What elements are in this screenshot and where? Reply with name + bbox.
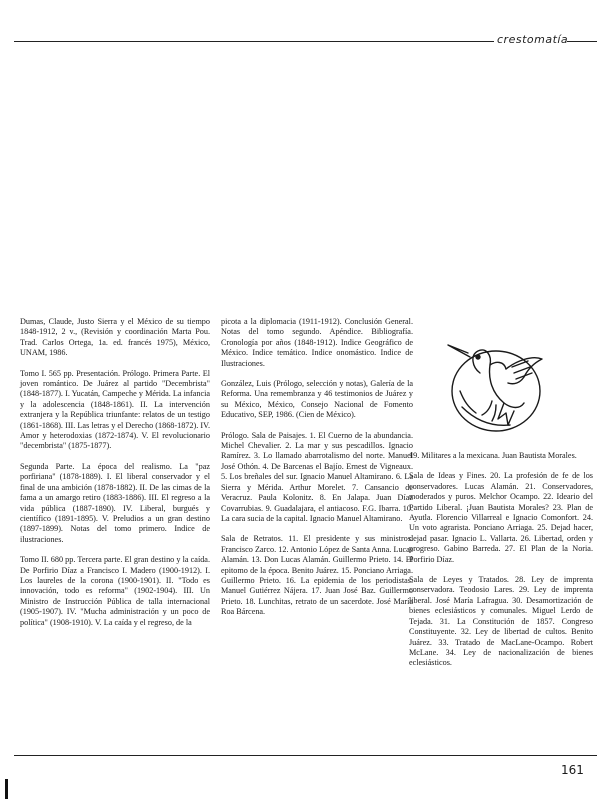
top-rule-right [567, 41, 597, 42]
contents-sala-retratos: Sala de Retratos. 11. El presidente y sus ministros. Francisco Zarco. 12. Antonio López de Santa Anna. Lucas Alamán. 13. Don Lucas Alamán. Guillermo Prieto. 14. El epitomo de la época. Benito Juárez. 15. Ponciano Arriaga. Guillermo Prieto. 16. La epidemia de los periodistas. Manuel Gutiérrez Nájera. 17. Juan José Baz. Guillermo Prieto. 18. Lunchitas, retrato de un sacerdote. José María Roa Bárcena. [221, 534, 413, 617]
column-right [409, 317, 593, 679]
contents-tomo-2: Tomo II. 680 pp. Tercera parte. El gran destino y la caída. De Porfirio Díaz a Francisco I. Madero (1900-1912). I. Los laureles de la corona (1900-1901). II. "Todo es innovación, todo es reforma" (1902-1904). III. Un Ministro de Instrucción Pública de talla internacional (1905-1907). IV. "Mucha administración y un poco de política" (1908-1910). V. La caída y el regreso, de la [20, 555, 210, 627]
top-rule [14, 41, 494, 42]
section-header: crestomatía [497, 33, 569, 46]
bibliography-entry-gonzalez: González, Luis (Prólogo, selección y notas), Galería de la Reforma. Una remembranza y 46 testimonios de Juárez y su México, México, Consejo Nacional de Fomento Educativo, SEP, 1986. (Cien de México). [221, 379, 413, 420]
contents-sala-ideas: Sala de Ideas y Fines. 20. La profesión de fe de los conservadores. Lucas Alamán. 21. Conservadores, moderados y puros. Melchor Ocampo. 22. Ideario del Partido Liberal. ¡Juan Bautista Morales? 23. Plan de Ayutla. Florencio Villarreal e Ignacio Comonfort. 24. Un voto agrarista. Ponciano Arriaga. 25. Dejad hacer, dejad pasar. Ignacio L. Vallarta. 26. Libertad, orden y progreso. Gabino Barreda. 27. El Plan de la Noria. Porfirio Díaz. [409, 471, 593, 564]
contents-tomo-1: Tomo I. 565 pp. Presentación. Prólogo. Primera Parte. El joven romántico. De Juárez al partido "Decembrista" (1848-1877). I. Yucatán, Campeche y Mérida. La infancia y la adolescencia (1848-1861). II. La intervención extranjera y la República triunfante: relatos de un testigo (1861-1868). III. Las letras y el Derecho (1868-1872). IV. Amor y heterodoxias (1872-1874). V. El revolucionario "decembrista" (1875-1877). [20, 368, 210, 451]
scan-edge-mark [5, 779, 8, 799]
page-number: 161 [561, 763, 584, 777]
contents-sala-leyes: Sala de Leyes y Tratados. 28. Ley de imprenta conservadora. Teodosio Lares. 29. Ley de imprenta liberal. José María Lafragua. 30. Desamortización de bienes eclesiásticos y comunales. Miguel Lerdo de Tejada. 31. La Constitución de 1857. Congreso Constituyente. 32. Ley de libertad de cultos. Benito Juárez. 33. Tratado de MacLane-Ocampo. Robert McLane. 34. Ley de nacionalización de bienes eclesiásticos. [409, 575, 593, 668]
column-left [20, 317, 210, 638]
contents-segunda-parte: Segunda Parte. La época del realismo. La "paz porfiriana" (1878-1889). I. El liberal conservador y el final de una ambición (1878-1882). II. De las cimas de la fama a un amargo retiro (1883-1886). III. El regreso a la vida pública (1887-1890). IV. Liberal, burgués y científico (1891-1895). V. Preludios a un gran destino (1897-1899). Notas del tomo primero. Indice de ilustraciones. [20, 461, 210, 544]
contents-militares: 19. Militares a la mexicana. Juan Bautista Morales. [409, 451, 577, 460]
contents-sala-paisajes: Prólogo. Sala de Paisajes. 1. El Cuerno de la abundancia. Michel Chevalier. 2. La mar y sus pescadillos. Ignacio Ramírez. 3. Lo llamado abarrotalismo del norte. Manuel José Othón. 4. De Barcenas el Bajío. Ernest de Vigneaux. 5. Los breñales del sur. Ignacio Manuel Altamirano. 6. La Sierra y Mérida. Arthur Morelet. 7. Cansancio de Veracruz. Paula Kolonitz. 8. En Jalapa. Juan Díaz Covarrubias. 9. Guadalajara, el antiacoso. F.G. Ibarra. 10. La cara sucia de la capital. Ignacio Manuel Altamirano. [221, 430, 413, 523]
bibliography-entry-dumas: Dumas, Claude, Justo Sierra y el México de su tiempo 1848-1912, 2 v., (Revisión y coordinación Marta Pou. Trad. Carlos Ortega, 1a. ed. francés 1975), México, UNAM, 1986. [20, 317, 210, 358]
contents-continuation: picota a la diplomacia (1911-1912). Conclusión General. Notas del tomo segundo. Apéndice. Bibliografía. Cronología por años (1848-1912). Indice Geográfico de México. Indice temático. Indice onomástico. Indice de Ilustraciones. [221, 317, 413, 368]
column-middle [221, 317, 413, 628]
bottom-rule [14, 755, 597, 756]
